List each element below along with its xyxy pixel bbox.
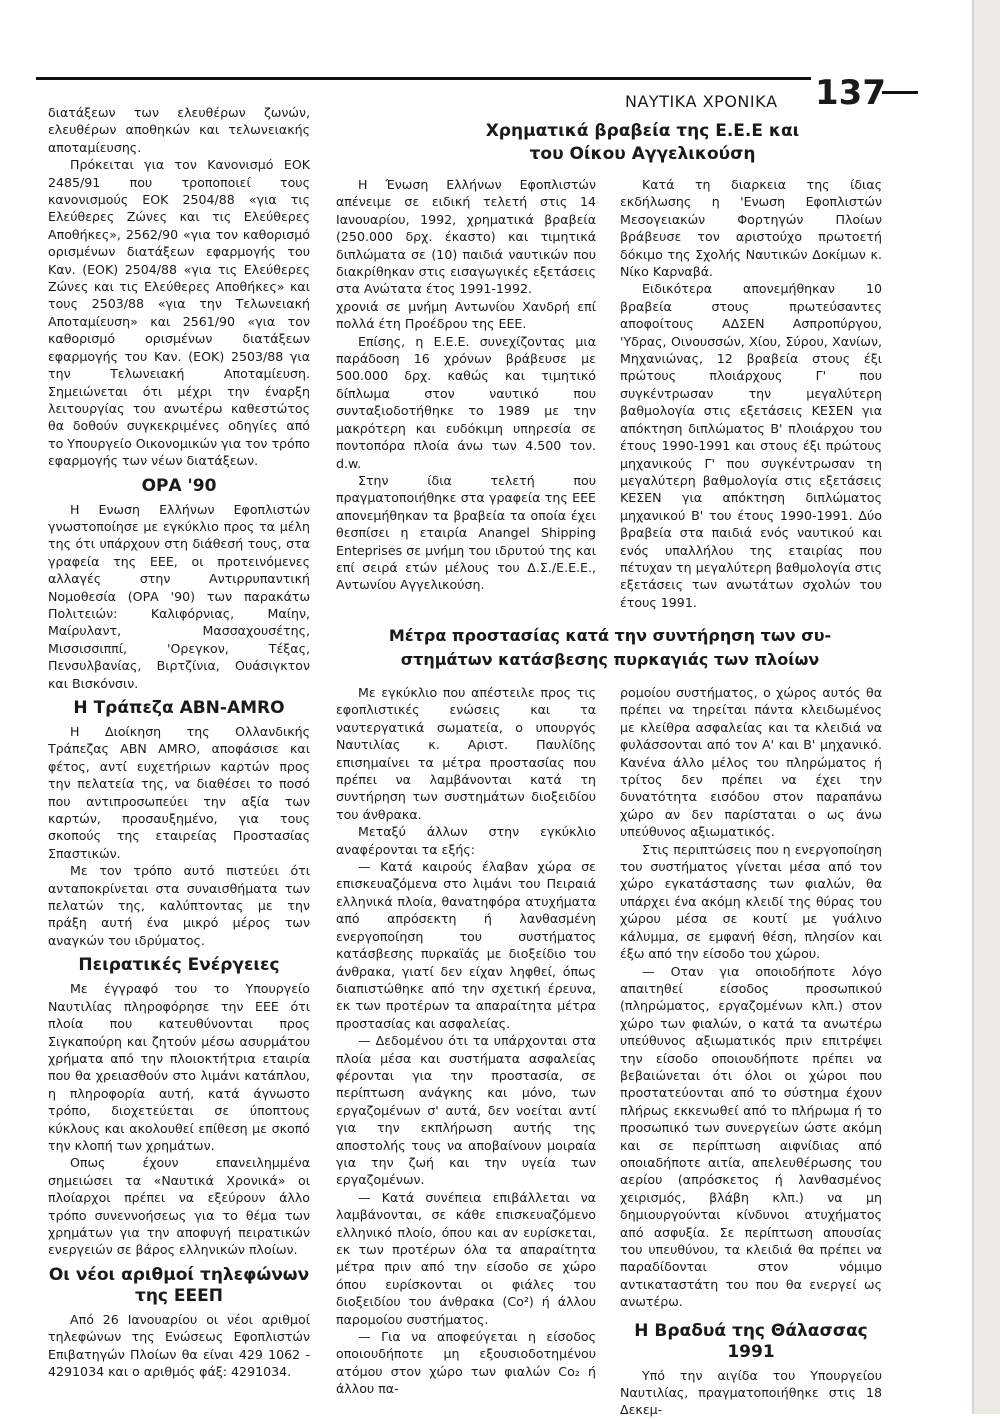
paragraph: Στις περιπτώσεις που η ενεργοποίηση του συστήματος γίνεται μέσα από τον χώρο εγκατάστασης των φιαλών, θα υπάρχει ένα ακόμη κλειδί της θύρας του χώρου μέσα σε κουτί με γυάλινο κάλυμμα, σε εμφανή θέση, πλησίον και έξω από την είσοδο του χώρου. bbox=[620, 841, 882, 962]
section-heading-sea-evening: Η Βραδυά της Θάλασσας 1991 bbox=[634, 1320, 868, 1362]
fire-column-1 bbox=[336, 684, 596, 1398]
paragraph: ρομοίου συστήματος, ο χώρος αυτός θα πρέπει να τηρείται πάντα κλειδωμένος με κλείθρα ασφαλείας και τα κλειδιά να φυλάσσονται από τον Α' και Β' μηχανικό. Κανένα άλλο μέλος του πληρώματος ή τρίτος δεν πρέπει να έχει την δυνατότητα εισόδου στον παραπάνω χώρο αν δεν παρίσταται ο ως άνω υπεύθυνος αξιωματικός. bbox=[620, 685, 882, 840]
paragraph: χρονιά σε μνήμη Αντωνίου Χανδρή επί πολλά έτη Προέδρου της ΕΕΕ. bbox=[336, 298, 596, 332]
section-heading-phones-line1: Οι νέοι αριθμοί τηλεφώνων bbox=[48, 1264, 310, 1285]
awards-title-line2: του Οίκου Αγγελικούση bbox=[529, 144, 756, 164]
paragraph: Κατά τη διαρκεια της ίδιας εκδήλωσης η 'Ενωση Εφοπλιστών Μεσογειακών Φορτηγών Πλοίων βράβευσε τον αριστούχο πρωτοετή δόκιμο της Σχολής Ναυτικών Δοκίμων κ. Νίκο Καρναβά. bbox=[620, 177, 882, 280]
paragraph: Με έγγραφό του το Υπουργείο Ναυτιλίας πληροφόρησε την ΕΕΕ ότι πλοία που κατευθύνονται προς Σιγκαπούρη και ζητούν μέσω ασυρμάτου χρήματα από την πλοιοκτήτρια εταιρία που θα χρειασθούν στο λιμάνι κατάπλου, η πληροφορία αυτή, κατά άγνωστο τρόπο, διοχετεύεται σε ύποπτους κύκλους και ακολουθεί επίθεση με σκοπό την κλοπή των χρημάτων. bbox=[48, 981, 310, 1153]
running-title: ΝΑΥΤΙΚΑ ΧΡΟΝΙΚΑ bbox=[625, 92, 778, 111]
awards-title-line1: Χρηματικά βραβεία της Ε.Ε.Ε και bbox=[485, 121, 800, 141]
paragraph: Μεταξύ άλλων στην εγκύκλιο αναφέρονται τα εξής: bbox=[336, 824, 596, 857]
paragraph: Στην ίδια τελετή που πραγματοποιήθηκε στα γραφεία της ΕΕΕ απονεμήθηκαν τα βραβεία τα οποία έχει θεσπίσει η εταιρία Anangel Shipping Enteprises σε μνήμη του ιδρυτού της και επί σειρά ετών μέλους του Δ.Σ./Ε.Ε.Ε., Αντωνίου Αγγελικούση. bbox=[336, 472, 596, 593]
paragraph: Υπό την αιγίδα του Υπουργείου Ναυτιλίας, πραγματοποιήθηκε στις 18 Δεκεμ- bbox=[620, 1367, 882, 1418]
fire-article-title-line2: στημάτων κατάσβεσης πυρκαγιάς των πλοίων bbox=[400, 650, 820, 669]
paragraph: Οπως έχουν επανειλημμένα σημειώσει τα «Ναυτικά Χρονικά» οι πλοίαρχοι πρέπει να εξεύρουν άλλο τρόπο συνεννοήσεως για το θέμα των χρημάτων για την αποφυγή πειρατικών ενεργειών σε βάρος ελληνικών πλοίων. bbox=[48, 1155, 310, 1258]
section-heading-piracy: Πειρατικές Ενέργειες bbox=[78, 955, 280, 976]
page-edge bbox=[974, 0, 1000, 1414]
section-heading-abn-amro: Η Τράπεζα ABN-AMRO bbox=[73, 698, 285, 718]
header-rule-right bbox=[882, 91, 918, 94]
fire-article-title-line1: Μέτρα προστασίας κατά την συντήρηση των συ- bbox=[388, 626, 832, 645]
paragraph: Από 26 Ιανουαρίου οι νέοι αριθμοί τηλεφώνων της Ενώσεως Εφοπλιστών Επιβατηγών Πλοίων θα είναι 429 1062 - 4291034 και ο αριθμός φάξ: 4291034. bbox=[48, 1311, 310, 1379]
paragraph: Ειδικότερα απονεμήθηκαν 10 βραβεία στους πρωτεύσαντες αποφοίτους ΑΔΣΕΝ Ασπροπύργου, 'Υδρας, Οινουσσών, Χίου, Σύρου, Χανίων, Μηχανιώνας, 12 βραβεία στους έξι πρώτους πλοιάρχους Γ' που συγκέντρωσαν την μεγαλύτερη βαθμολογία στις εξετάσεις ΚΕΣΕΝ για απόκτηση διπλώματος Β' πλοιάρχου του έτους 1990-1991 και στους έξι πρώτους μηχανικούς Γ' που συγκέντρωσαν τη μεγαλύτερη βαθμολογία στις εξετάσεις ΚΕΣΕΝ για απόκτηση διπλώματος μηχανικού Β' του έτους 1990-1991. Δύο βραβεία στα παιδιά ενός ναυτικού και ενός υπαλλήλου της εταιρίας που πέτυχαν τη μεγαλύτερη βαθμολογία στις εξετάσεις των ανωτάτων σχολών του έτους 1991. bbox=[620, 281, 882, 610]
paragraph: διατάξεων των ελευθέρων ζωνών, ελευθέρων αποθηκών και τελωνειακής αποταμίευσης. bbox=[48, 105, 310, 155]
paragraph: Επίσης, η Ε.Ε.Ε. συνεχίζοντας μια παράδοση 16 χρόνων βράβευσε με 500.000 δρχ. καθώς και τιμητικό δίπλωμα στον ναυτικό που συνταξιοδοτήθηκε το 1989 με την μακρότερη και ευδόκιμη υπηρεσία σε ποντοπόρα πλοία άνω των 4.500 τον. d.w. bbox=[336, 333, 596, 471]
paragraph: Η Ένωση Ελλήνων Εφοπλιστών απένειμε σε ειδική τελετή στις 14 Ιανουαρίου, 1992, χρηματικά βραβεία (250.000 δρχ. έκαστο) και τιμητικά διπλώματα σε (10) παιδιά ναυτικών που διακρίθηκαν στις εισαγωγικές εξετάσεις στα Ανώτατα έτος 1991-1992. bbox=[336, 177, 596, 297]
paragraph: Με εγκύκλιο που απέστειλε προς τις εφοπλιστικές ενώσεις και τα ναυτεργατικά σωματεία, ο υπουργός Ναυτιλίας κ. Αριστ. Παυλίδης επισημαίνει τα μέτρα προστασίας που πρέπει να λαμβάνονται κατά τη συντήρηση των συστημάτων διοξειδίου του άνθρακα. bbox=[336, 685, 596, 822]
section-heading-phones-line2: της ΕΕΕΠ bbox=[134, 1285, 223, 1306]
paragraph: — Κατά συνέπεια επιβάλλεται να λαμβάνονται, σε κάθε επισκευαζόμενο ελληνικό πλοίο, όπου και αν ευρίσκεται, εκ των προτέρων όλα τα απαραίτητα μέτρα πριν από την είσοδο σε χώρο όπου ευρίσκονται οι φιάλες του διοξειδίου του άνθρακα (Co²) ή άλλου παρομοίου συστήματος. bbox=[336, 1189, 596, 1327]
header-rule-left bbox=[36, 77, 811, 80]
paragraph: Πρόκειται για τον Κανονισμό ΕΟΚ 2485/91 που τροποποιεί τους κανονισμούς ΕΟΚ 2504/88 «για τις Ελεύθερες Ζώνες και τις Ελεύθερες Αποθήκες», 2562/90 «για τον καθορισμό ορισμένων διατάξεων εφαρμογής του Καν. (ΕΟΚ) 2504/88 «για τις Ελεύθερες Ζώνες και τις Ελεύθερες Αποθήκες» και τους 2503/88 «για την Τελωνειακή Αποταμίευση» και 2561/90 «για τον καθορισμό ορισμένων διατάξεων εφαρμογής του Καν. (ΕΟΚ) 2503/88 για την Τελωνειακή Αποταμίευση. Σημειώνεται ότι μέχρι την έναρξη λειτουργίας του ανωτέρω καθεστώτος θα δοθούν συγκεκριμένες οδηγίες από το Υπουργείο Οικονομικών για τον τρόπο εφαρμογής των νέων διατάξεων. bbox=[48, 157, 311, 469]
paragraph: — Κατά καιρούς έλαβαν χώρα σε επισκευαζόμενα στο λιμάνι του Πειραιά ελληνικά πλοία, θανατηφόρα ατυχήματα από απρόσεκτη ή λανθασμένη ενεργοποίηση του συστήματος κατάσβεσης πυρκαϊάς με διοξείδιο του άνθρακα, γιατί δεν είχαν ληφθεί, όπως διαπιστώθηκε από την σχετική έρευνα, εκ των προτέρων τα απαραίτητα μέτρα προστασίας και ασφαλείας. bbox=[336, 859, 596, 1031]
paragraph: Με τον τρόπο αυτό πιστεύει ότι ανταποκρίνεται στα συναισθήματα των πελατών της, καλύπτοντας με την πράξη αυτή ένα μικρό μέρος των αναγκών του ιδρύματος. bbox=[48, 863, 310, 948]
page-edge-shadow bbox=[972, 0, 974, 1414]
page-number: 137 bbox=[815, 73, 886, 113]
fire-column-2 bbox=[620, 684, 882, 1419]
left-column bbox=[48, 104, 310, 1380]
awards-column-1 bbox=[336, 176, 596, 594]
paragraph: Η Διοίκηση της Ολλανδικής Τράπεζας ABN AMRO, αποφάσισε και φέτος, αντί ευχετήριων καρτών προς την πελατεία της, να διαθέσει το ποσό που αντιπροσωπεύει την αξία των καρτών, προσαυξημένο, για τους σκοπούς της εταιρείας Προστασίας Σπαστικών. bbox=[48, 724, 310, 861]
awards-column-2 bbox=[620, 176, 882, 611]
paragraph: Η Ενωση Ελλήνων Εφοπλιστών γνωστοποίησε με εγκύκλιο προς τα μέλη της ότι υπάρχουν στη διάθεσή τους, στα γραφεία της ΕΕΕ, οι προτεινόμενες αλλαγές στην Αντιρρυπαντική Νομοθεσία (ΟΡΑ '90) των παρακάτω Πολιτειών: Καλιφόρνιας, Μαίην, Μαίρυλαντ, Μασσαχουσέτης, Μισσισσιππί, 'Ορεγκον, Τέξας, Πενσυλβανίας, Βιρτζίνια, Ουάσιγκτον και Βισκόνσιν. bbox=[48, 501, 310, 691]
paragraph: — Δεδομένου ότι τα υπάρχονται στα πλοία μέσα και συστήματα ασφαλείας φέρονται για την προστασία, σε περίπτωση ανάγκης και μόνο, των εργαζομένων σ' αυτά, δεν νοείται αντί για την εκπλήρωση αυτής της αποστολής τους να αποβαίνουν μοιραία για την ζωή και την υγεία των εργαζομένων. bbox=[336, 1033, 596, 1188]
paragraph: — Για να αποφεύγεται η είσοδος οποιουδήποτε μη εξουσιοδοτημένου ατόμου στον χώρο των φιαλών Co₂ ή άλλου πα- bbox=[336, 1329, 596, 1397]
paragraph: — Οταν για οποιοδήποτε λόγο απαιτηθεί είσοδος προσωπικού (πληρώματος, εργαζομένων κλπ.) στον χώρο των φιαλών, ο κατά τα ανωτέρω υπεύθυνος αξιωματικός πριν επιτρέψει την είσοδο οποιουδήποτε πρέπει να βεβαιώνεται ότι όλοι οι χώροι που προστατεύονται από το σύστημα έχουν πλήρως εκκενωθεί από το πλήρωμα ή το προσωπικό των συνεργείων ώστε ακόμη και σε περίπτωση αιφνίδιας από οποιαδήποτε αιτία, απελευθέρωσης του αερίου (απρόσκετος ή λανθασμένος χειρισμός, βλάβη κλπ.) να μη δημιουργούνται κίνδυνοι ατυχήματος από ασφυξία. Σε περίπτωση απουσίας του υπευθύνου, τα κλειδιά θα πρέπει να παραδίδονται στον νόμιμο αντικαταστάτη του που θα ενεργεί ως ανωτέρω. bbox=[620, 963, 882, 1310]
section-heading-ora: ΟΡΑ '90 bbox=[141, 475, 217, 496]
